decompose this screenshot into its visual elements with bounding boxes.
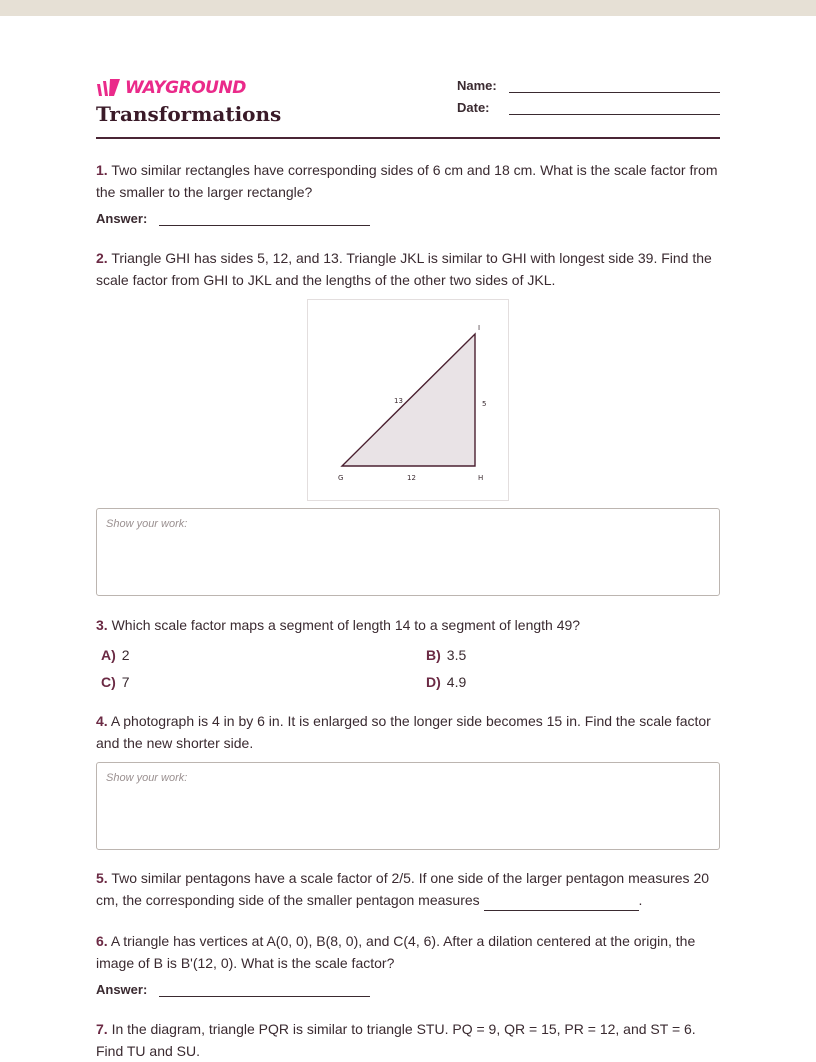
answer-row-6 [96,982,370,997]
wayground-logo-icon [96,78,122,98]
choice-letter: C) [101,674,116,690]
answer-line[interactable] [159,213,370,226]
choice-value: 2 [121,647,130,663]
brand-logo [96,78,246,98]
choice-letter: A) [101,647,116,663]
vertex-label-g: G [338,474,344,482]
question-4 [96,710,720,754]
question-number: 3. [96,617,108,633]
question-number: 7. [96,1021,108,1037]
name-label: Name: [457,78,497,93]
triangle-ghi-diagram [308,300,508,500]
brand-name: WAYGROUND [125,78,246,98]
date-field [457,100,720,115]
name-field [457,78,720,93]
worksheet-title: Transformations [96,102,282,126]
choice-d[interactable] [426,674,466,690]
question-number: 5. [96,870,108,886]
triangle-figure [307,299,509,501]
question-number: 6. [96,933,108,949]
answer-line[interactable] [159,984,370,997]
question-text: Triangle GHI has sides 5, 12, and 13. Triangle JKL is similar to GHI with longest side 39. Find the scale factor from GHI to JKL and the lengths of the other two sides of JKL. [96,250,712,288]
question-7 [96,1018,720,1062]
question-number: 4. [96,713,108,729]
worksheet-page [96,0,720,1059]
fill-in-blank[interactable] [484,896,639,911]
choice-c[interactable] [101,674,130,690]
name-input-line[interactable] [509,78,720,93]
question-text: In the diagram, triangle PQR is similar to triangle STU. PQ = 9, QR = 15, PR = 12, and ST = 6. Find TU and SU. [96,1021,696,1059]
choice-letter: B) [426,647,441,663]
vertex-label-h: H [478,474,484,482]
vertex-label-i: I [478,324,481,332]
choice-value: 4.9 [446,674,467,690]
answer-label: Answer: [96,211,148,226]
side-label-base: 12 [407,474,416,482]
work-box-label: Show your work: [106,772,188,784]
answer-row-1 [96,211,370,226]
question-text: Two similar pentagons have a scale factor of 2/5. If one side of the larger pentagon measures 20 cm, the corresponding side of the smaller pentagon measures [96,870,710,908]
choice-b[interactable] [426,647,466,663]
question-1 [96,159,720,203]
answer-label: Answer: [96,982,148,997]
choice-value: 3.5 [446,647,467,663]
work-box-label: Show your work: [106,518,188,530]
date-label: Date: [457,100,490,115]
choice-a[interactable] [101,647,130,663]
worksheet-header [96,0,720,140]
header-divider [96,137,720,139]
question-text: Which scale factor maps a segment of length 14 to a segment of length 49? [111,617,581,633]
question-3 [96,614,720,636]
question-number: 2. [96,250,108,266]
question-6 [96,930,720,974]
question-text: Two similar rectangles have corresponding sides of 6 cm and 18 cm. What is the scale factor from the smaller to the larger rectangle? [96,162,718,200]
choice-letter: D) [426,674,441,690]
question-text: A triangle has vertices at A(0, 0), B(8, 0), and C(4, 6). After a dilation centered at the origin, the image of B is B'(12, 0). What is the scale factor? [96,933,696,971]
question-5 [96,867,720,911]
choice-value: 7 [121,674,130,690]
date-input-line[interactable] [509,100,720,115]
work-box-2[interactable] [96,508,720,596]
triangle-ghi [342,334,475,466]
question-number: 1. [96,162,108,178]
question-2 [96,247,720,291]
side-label-hypotenuse: 13 [394,397,403,405]
work-box-4[interactable] [96,762,720,850]
question-tail: . [638,892,643,908]
question-text: A photograph is 4 in by 6 in. It is enlarged so the longer side becomes 15 in. Find the scale factor and the new shorter side. [96,713,711,751]
side-label-vertical: 5 [482,400,487,408]
